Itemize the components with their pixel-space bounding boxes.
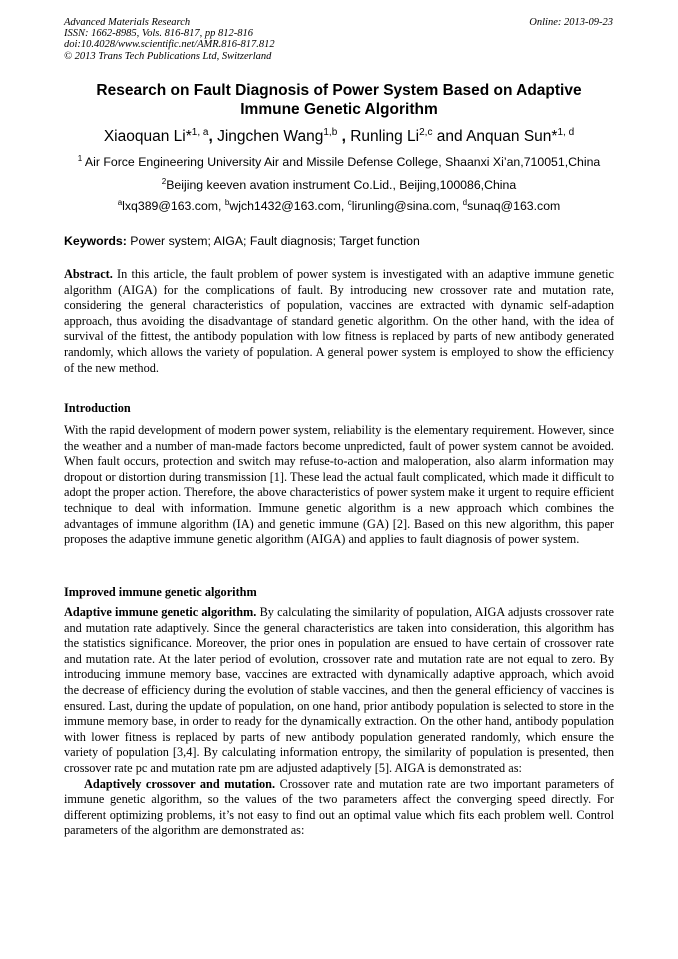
author-name: Xiaoquan Li* [103, 128, 192, 145]
author-name: Runling Li [350, 128, 420, 145]
email-address: lxq389@163.com, [122, 199, 225, 213]
paragraph-text: Crossover rate and mutation rate are two important parameters of immune genetic algorithm, so the values of the two parameters affect the converging speed directly. For different optimizing problems, it’s not easy to find out an optimal value which fits each problem well. Control parameters of the algorithm are demonstrated as: [64, 776, 614, 838]
email-mark: d [462, 198, 468, 207]
email-line [20, 199, 658, 214]
keywords-text: Power system; AIGA; Fault diagnosis; Target function [126, 234, 420, 248]
affiliation-text: Air Force Engineering University Air and Missile Defense College, Shaanxi Xi’an,710051,China [82, 155, 601, 169]
journal-name: Advanced Materials Research [64, 17, 191, 28]
email-address: wjch1432@163.com, [229, 199, 348, 213]
online-date: Online: 2013-09-23 [529, 17, 613, 28]
paragraph-run-in-heading: Adaptively crossover and mutation. [84, 776, 276, 791]
author-name: Jingchen Wang [217, 128, 324, 145]
abstract-text: In this article, the fault problem of power system is investigated with an adaptive immune genetic algorithm (AIGA) for the complications of fault. By introducing new crossover rate and mutation rate, considering the general characteristics of population, vaccines are extracted with dynamic self-adaption approach, thus avoiding the disadvantage of standard genetic algorithm. On the other hand, with the idea of survival of the fittest, the antibody population with low fitness is replaced by parts of new antibody generated randomly, which allows the variety of population. A general power system is employed to show the efficiency of the new method. [64, 267, 614, 375]
title-line-2: Immune Genetic Algorithm [240, 101, 438, 118]
affiliation-mark: 1 [77, 154, 83, 163]
author-separator: , [337, 128, 351, 145]
author-superscript: 2,c [419, 127, 433, 138]
affiliation-mark: 2 [161, 177, 167, 186]
affiliation-text: Beijing keeven avation instrument Co.Lid., Beijing,100086,China [166, 178, 517, 192]
email-mark: c [347, 198, 352, 207]
section-heading-improved-algorithm: Improved immune genetic algorithm [64, 585, 257, 599]
author-superscript: 1, d [557, 127, 575, 138]
author-separator: and [432, 128, 467, 145]
paragraph-adaptive-iga [64, 605, 614, 777]
email-address: lirunling@sina.com, [351, 199, 463, 213]
affiliation-1 [20, 155, 658, 170]
email-mark: b [224, 198, 230, 207]
paragraph-crossover-mutation [64, 777, 614, 839]
journal-header [64, 17, 275, 62]
abstract-label: Abstract. [64, 267, 113, 281]
email-mark: a [117, 198, 123, 207]
author-superscript: 1,b [323, 127, 338, 138]
keywords [64, 234, 616, 249]
paper-title [40, 81, 638, 119]
author-superscript: 1, a [191, 127, 209, 138]
affiliation-2 [20, 178, 658, 193]
author-separator: , [208, 128, 218, 145]
keywords-label: Keywords: [64, 234, 127, 248]
paragraph-text: By calculating the similarity of population, AIGA adjusts crossover rate and mutation rate adaptively. Since the general characteristics are taken into consideration, this algorithm has the statistics significance. Moreover, the prior ones in population are ensued to have certain of crossover rate and mutation rate. At the later period of evolution, crossover rate and mutation rate are not equal to zero. By introducing immune memory base, vaccines are extracted with dynamically adaptive approach, which avoid the decrease of efficiency during the evolution of stable vaccines, and then the general efficiency of vaccines is ensured. Last, during the update of population, on one hand, prior antibody population is selected to store in the immune memory base, in order to ready for the dynamically extraction. On the other hand, antibody population with lower fitness is replaced by parts of new antibody population generated randomly, which ensure the variety of population [3,4]. By calculating information entropy, the similarity of population is presented, then crossover rate pc and mutation rate pm are adjusted adaptively [5]. AIGA is demonstrated as: [64, 605, 614, 775]
section-heading-introduction: Introduction [64, 401, 131, 415]
doi-line: doi:10.4028/www.scientific.net/AMR.816-817.812 [64, 39, 275, 51]
email-address: sunaq@163.com [467, 199, 561, 213]
author-list [20, 127, 658, 147]
title-line-1: Research on Fault Diagnosis of Power System Based on Adaptive [96, 82, 582, 99]
issn-line: ISSN: 1662-8985, Vols. 816-817, pp 812-816 [64, 28, 253, 40]
copyright-line: © 2013 Trans Tech Publications Ltd, Switzerland [64, 50, 272, 62]
paragraph-run-in-heading: Adaptive immune genetic algorithm. [64, 605, 257, 619]
abstract [64, 267, 614, 376]
improved-algorithm-body [64, 605, 614, 839]
introduction-paragraph: With the rapid development of modern power system, reliability is the elementary requirement. However, since the weather and a number of man-made factors become unpredicted, fault of power system cannot be avoided. When fault occurs, protection and switch may refuse-to-action and maloperation, also alarm information may dropout or distortion during transmission [1]. These lead the actual fault complicated, which made it difficult to adopt the proper action. Therefore, the above characteristics of power system make it urgent to require efficient technique to deal with information. Immune genetic algorithm is a new approach which combines the advantages of immune algorithm (IA) and genetic immune (GA) [2]. Based on this new algorithm, this paper proposes the adaptive immune genetic algorithm (AIGA) and applies to fault diagnosis of power system. [64, 423, 614, 547]
author-name: Anquan Sun* [466, 128, 558, 145]
